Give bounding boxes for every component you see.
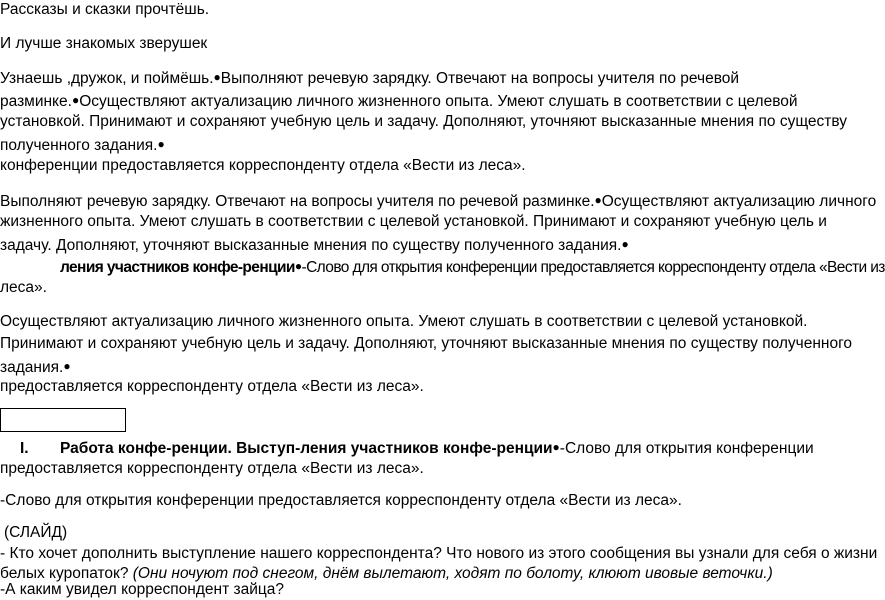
question-line-1: - Кто хочет дополнить выступление нашего корреспондента? Что нового из этого сообщения вы узнали для себя о жизни	[0, 545, 878, 562]
paragraph-2-line-2: жизненного опыта. Умеют слушать в соответствии с целевой установкой. Принимают и сохраняют учебную цель и	[0, 213, 827, 230]
poem-line-2: И лучше знакомых зверушек	[0, 35, 208, 52]
bullet-icon: ●	[552, 440, 560, 454]
bullet-icon: ●	[63, 359, 71, 373]
bullet-icon: ●	[71, 93, 80, 107]
bullet-icon: ●	[594, 193, 602, 207]
paragraph-2-line-4: ления участников конфе-ренции●-Слово для открытия конференции предоставляется корреспонденту отдела «Вести из	[60, 259, 885, 276]
section-heading-1: I. Работа конфе-ренции. Выступ-ления участников конфе-ренции●-Слово для открытия конференции	[20, 440, 814, 457]
speech-line-1: -Слово для открытия конференции предоставляется корреспонденту отдела «Вести из леса».	[0, 492, 682, 509]
question-line-3: -А каким увидел корреспондент зайца?	[0, 581, 284, 598]
paragraph-1-line-3: установкой. Принимают и сохраняют учебную цель и задачу. Дополняют, уточняют высказанные мнения по существу	[0, 113, 848, 130]
paragraph-2-line-1: Выполняют речевую зарядку. Отвечают на вопросы учителя по речевой разминке.●Осуществляют актуализацию личного	[0, 193, 877, 210]
paragraph-3-line-1: Осуществляют актуализацию личного жизненного опыта. Умеют слушать в соответствии с целевой установкой.	[0, 313, 808, 330]
bullet-icon: ●	[157, 137, 165, 151]
poem-line-1: Рассказы и сказки прочтёшь.	[0, 1, 210, 18]
bullet-icon: ●	[294, 259, 302, 273]
question-line-2: белых куропаток? (Они ночуют под снегом, днём вылетают, ходят по болоту, клюют ивовые веточки.)	[0, 565, 773, 582]
section-line-2: предоставляется корреспонденту отдела «Вести из леса».	[0, 460, 424, 477]
paragraph-1-line-1: Узнаешь ,дружок, и поймёшь.●Выполняют речевую зарядку. Отвечают на вопросы учителя по речевой	[0, 70, 740, 87]
paragraph-1-line-4: полученного задания.●	[0, 137, 165, 154]
paragraph-1-line-2: разминке.●Осуществляют актуализацию личного жизненного опыта. Умеют слушать в соответствии с целевой	[0, 93, 798, 110]
bullet-icon: ●	[621, 237, 629, 251]
paragraph-2-line-5: леса».	[0, 279, 47, 296]
paragraph-1-line-5: конференции предоставляется корреспонденту отдела «Вести из леса».	[0, 157, 526, 174]
paragraph-3-line-4: предоставляется корреспонденту отдела «Вести из леса».	[0, 378, 424, 395]
paragraph-2-line-3: задачу. Дополняют, уточняют высказанные мнения по существу полученного задания.●	[0, 237, 629, 254]
section-number: I.	[20, 440, 29, 457]
slide-marker: (СЛАЙД)	[4, 524, 68, 541]
paragraph-3-line-2: Принимают и сохраняют учебную цель и задачу. Дополняют, уточняют высказанные мнения по существу полученного	[0, 335, 853, 352]
answer-text: (Они ночуют под снегом, днём вылетают, ходят по болоту, клюют ивовые веточки.)	[132, 565, 773, 582]
empty-box	[0, 408, 126, 432]
bullet-icon: ●	[213, 70, 221, 84]
paragraph-3-line-3: задания.●	[0, 359, 71, 376]
